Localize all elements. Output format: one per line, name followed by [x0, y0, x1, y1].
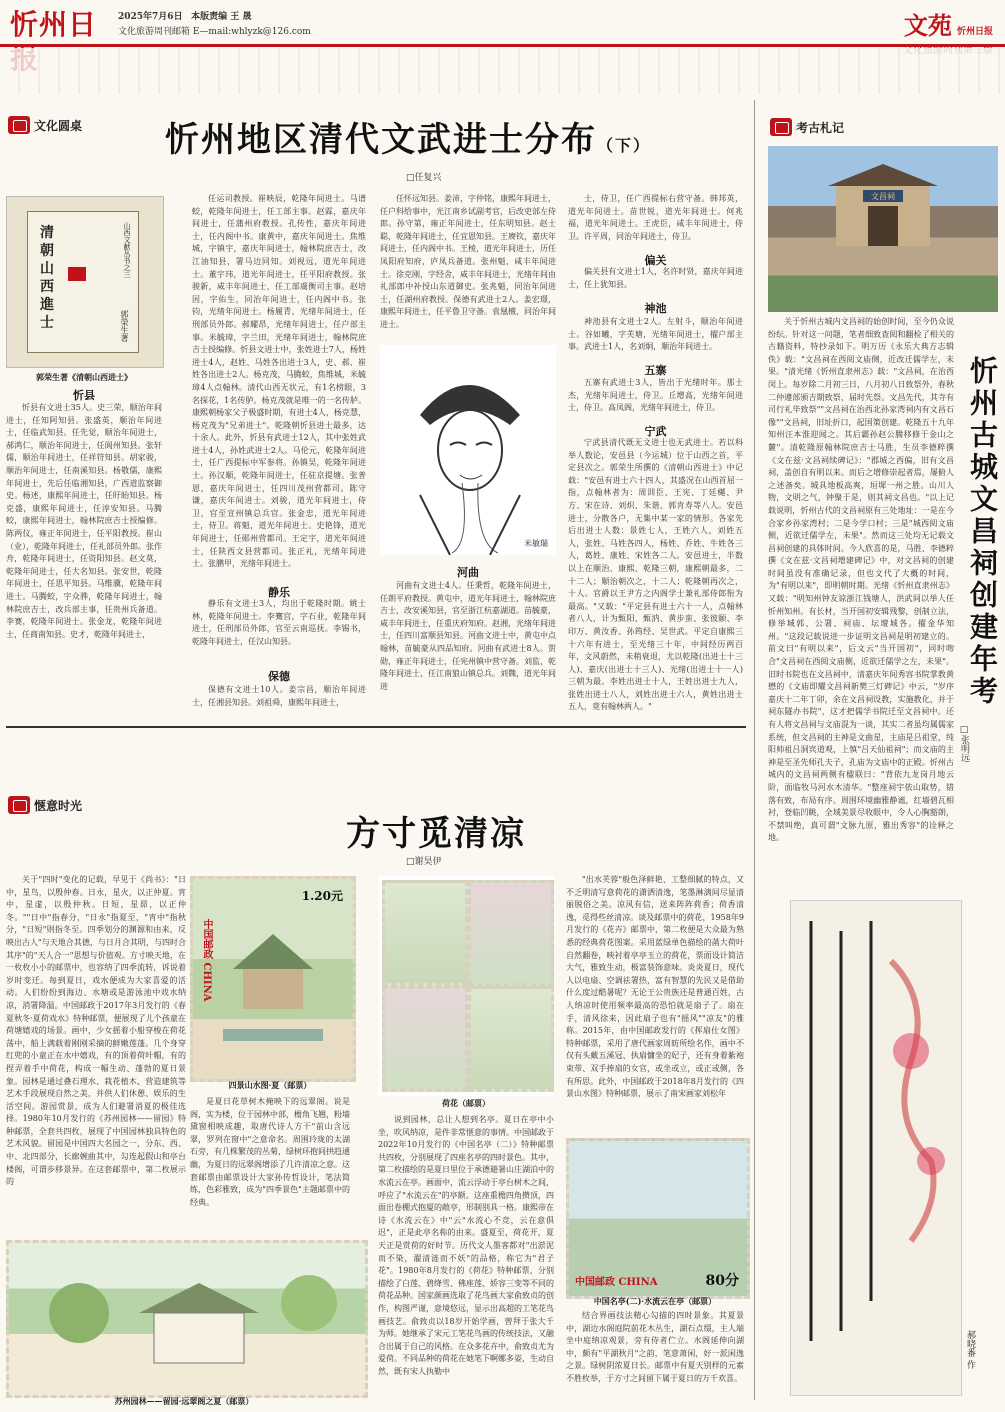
- article1-col1: [6, 402, 162, 714]
- masthead-info: [118, 10, 311, 40]
- map-highlight: [68, 267, 86, 281]
- article1-col1-text: 忻县有文进士35人。史三荣，顺治年间进士，任知阿知县。张盛英，顺治年间进士，任临武知县。任先觉，顺治年间进士，郝鸿仁，顺治年间进士，任阆州知县。张轩儒，顺治年间进士，任祥符知县。胡家骏，顺治年间进士，任南溪知县。杨敬儒，康熙年间进士，先后任临湘知县，广西道监察御史。杨述，康熙年间进士，任盱眙知县。杨克盛，康熙年间进士，任淳安知县。马腾蛟，康熙年间进士，翰林院庶吉士授编修。陈两仪，雍正年间进士，任平阳教授。崔山（业），乾隆年间进士，任礼部员外郎。张作舟，乾隆年间进士，任资阳知县。赵文莫，乾隆年间进士，任大名知县。张安世，乾隆年间进士，任思平知县。马维骥，乾隆年间进士。马腾蛟，字众骅，乾隆年间进士，翰林院庶吉士，改兵部主事，任贵州兵备道。李赛，乾隆年间进士。张金龙，乾隆年间进士，任商南知县。史才，乾隆年间进士，: [6, 403, 162, 639]
- map-caption: 郭荣生著《清朝山西进士》: [36, 372, 132, 382]
- article1-title: [165, 112, 651, 161]
- stamp2-caption: 荷花（邮票）: [442, 1098, 490, 1108]
- lotus-stamps: [378, 876, 554, 1096]
- article1-col2-text: 任运司教授。崔映辰，乾隆年间进士。马谱蛟，乾隆年间进士，任工部主事。赵霖，嘉庆年间进士，任蒲州府教授。孔传性，嘉庆年间进士，任内阁中书。康黄中，嘉庆年间进士。焦维城，字镇宇，嘉庆年间进士，翰林院庶吉士，改江油知县，署马边同知。刘视远，道光年间进士。董宇玮，道光年间进士，任平阳府教授。张骏新，咸丰年间进士，任工部虞衡司主事。赵培因，字佑生，同治年间进士，任内阁中书。张钧，光绪年间进士。杨履青，光绪年间进士，任刑部员外郎。郝耀昂，光绪年间进士，任户部主事。米毓璋，字兰田，光绪年间进士，翰林院庶吉士授编修。忻县文进士中，张姓进士7人，杨姓进士4人，赵姓、马姓各出进士3人，史、郝、崔姓各出进士2人。杨克茂，马腾蛟，焦维城，米毓璋4人点翰林。清代山西无状元，有1名榜眼，3名探花，1名传胪。杨克茂就是唯一的一名传胪。康熙朝杨家父子极盛时期，有进士4人，杨克慧，杨克茂为"兄弟进士"。乾隆朝忻县进士最多，达十余人。此外，忻县有武进士12人，其中张姓武进士4人，孙姓武进士2人。马伦元，乾隆年间进士，任广西提标中军参将。孙镇吴，乾隆年间进士。孙汉顺，乾隆年间进士，任驻京提塘。张普恩，嘉庆年间进士，任四川茂州营都司。陈守谦，嘉庆年间进士。刘骏，道光年间进士，侍卫，官至宣州镇总兵官。张金忠，道光年间进士，侍卫。蒋魁，道光年间进士。史艳锋，道光年间进士，任郧州营都司。王定宇，道光年间进士，任陕西文县营都司。张正礼，光绪年间进士。张鹏甲，光绪年间进士。: [192, 194, 366, 569]
- article2-col3: [378, 1114, 554, 1412]
- subhead-baode: 保德: [268, 670, 290, 683]
- stamp4-caption: 苏州园林——留园·远翠阁之夏（邮票）: [114, 1396, 254, 1406]
- decorative-pattern: [0, 48, 1005, 94]
- article3-byline: □张明远: [959, 725, 969, 762]
- portrait-drawing: [380, 345, 556, 555]
- map-sheet: [27, 211, 139, 353]
- article2-col4-bottom: [566, 1310, 744, 1412]
- portrait-name: 米敏瑞: [524, 539, 548, 548]
- subhead-pianguan: 偏关: [644, 254, 667, 267]
- section-tag-archaeology: [770, 118, 844, 136]
- section-tag-label: 惬意时光: [34, 798, 83, 813]
- article2-col3-text: 说到园林，总让人想到名亭。夏日在亭中小坐，吹风纳凉，是件非常惬意的事情。中国邮政于2022年10月发行的《中国名亭（二）》特种邮票共四枚，分别展现了四座名亭的四时景色。其中，第二枚描绘的是夏日里位于承德避暑山庄湖泊中的水流云在亭。画面中，流云浮动于亭台树木之间，呼应了"水流云在"的亭额。这座重檐四角攒顶，四面出卷棚式抱厦的敞亭，形制别具一格。康熙帝在诗《水流云在》中"云"水流心不竞，云在意俱迟"，正是此亭名称的由来。盛夏至，荷花开，夏天正是赏荷的好时节。历代文人墨客都对"出淤泥而不染，濯清涟而不妖"的品格，称它为"君子花"。1980年8月发行的《荷花》特种邮票，分别描绘了白莲、碧绛雪、佛座莲、娇容三变等不同的荷花品种。国家颜画选取了花鸟画大家俞致贞的创作，构图严谨，意境悠远，显示出高超的工笔花鸟画技艺。俞致贞以18岁开始学画，曾拜于张大千为师。她继承了宋元工笔花鸟画的传统技法，又融合出属于自己的风格。在众多花卉中，俞致贞尤为爱荷。不同品种的荷花在她笔下啊娜多姿，生动自然，既有宋人执勒中: [378, 1115, 554, 1376]
- article3-col: [768, 316, 954, 890]
- section-tag-label: 文化圆桌: [34, 118, 83, 133]
- article1-pianguan: [568, 266, 743, 292]
- article1-shenchi: [568, 316, 743, 356]
- article1-ningwu: [568, 437, 743, 714]
- lotus-stamp-1: [382, 880, 468, 986]
- stamp-landscape-summer: [190, 876, 356, 1082]
- article1-col3-text: 任怀远知县。姜沛，字仲铭，康熙年间进士，任户科给事中，光江南乡试副考官，后改吏部左侍郎。孙守第，雍正年间进士，任东明知县。赵士聪，乾隆年间进士，任宜恩知县。王赓钦，嘉庆年间进士，任内阁中书。王棱，道光年间进士，历任凤阳府知府，庐凤兵备道。张州魁，咸丰年间进士。徐克刚，字经舍，咸丰年间进士，光绪年间由礼部郎中补授山东道御史。张兆魁，同治年间进士，任湖州府教授。保德有武进士2人。姜宏璟，康熙年间进士，任平鲁卫守备。袁凰檀，同治年间进士。: [380, 194, 556, 329]
- portrait-image: [380, 345, 556, 555]
- stamp3-caption: 中国名亭(二)·水流云在亭（邮票）: [593, 1296, 717, 1306]
- subhead-shenchi: 神池: [644, 302, 667, 315]
- article2-col1: [6, 874, 186, 1274]
- subhead-hequ: 河曲: [457, 566, 479, 579]
- article1-col3: [380, 193, 556, 357]
- stamp1-caption: 四景山水图·夏（邮票）: [228, 1080, 312, 1090]
- calligraphy-artwork: [790, 900, 962, 1396]
- garden-illustration: [9, 1243, 365, 1395]
- section-logo: 忻州日报: [956, 27, 993, 37]
- article1-col2c: [192, 684, 366, 714]
- article1-col4-text: 士，侍卫，任广西提标右营守备。韩邦英，道光年间进士。苗世锐，道光年间进士。何兆福，道光年间进士。王虎臣，咸丰年间进士，侍卫。许平周，同治年间进士，侍卫。: [568, 194, 743, 241]
- article1-shenchi-text: 神池县有文进士2人。左射斗，顺治年间进士。谷如曦，字芙塘，光绪年间进士，擢户部主事。武进士1人，名刘炯，顺治年间进士。: [568, 317, 743, 352]
- lotus-stamp-2: [468, 880, 554, 986]
- column-divider: [754, 100, 755, 1400]
- article1-col4: [568, 193, 743, 245]
- map-title: 清朝山西進士: [40, 225, 54, 331]
- section-tag-label: 考古札记: [796, 120, 845, 135]
- seal-icon: [770, 118, 792, 136]
- article1-wuzhai-text: 五寨有武进士3人，皆出于光绪时年。那士杰，光绪年间进士，侍卫。丘增高，光绪年间进士，侍卫。高凤阁，光绪年间进士，侍卫。: [568, 378, 743, 413]
- issue-date: 2025年7月6日: [118, 12, 183, 22]
- article1-col2b: [192, 598, 366, 662]
- map-author: 郭榮生著: [120, 310, 129, 342]
- article2-col1-text: 关于"四时"变化的记载，早见于《尚书》："日中，星鸟，以殷仲春。日永，星火，以正仲夏。宵中，星虚，以殷仲秋。日短，星昴，以正仲冬。""日中"指春分，"日永"指夏至，"宵中"指秋分，"日短"则指冬至。四季划分的渊源和由来，反映出古人"与天地合其德，与日月合其明，与四时合其序"的"天人合一"思想与价值观。方寸映天地，在一枚枚小小的邮票中，也容纳了四季流转，诉说着岁时变迁。每到夏日，戏水便成为大家喜爱的活动。人们纷纷到海边、水塘或是游泳池中戏水纳凉，消署降温。中国邮政于2017年3月发行的《春夏秋冬·夏荷戏水》特种邮票，便展现了儿个孩童在荷塘嬉戏的场景。画中，少女摇着小船穿梭在荷花荡中，船上满载着刚刚采摘的鲜嫩莲蓬。几个身穿红兜的小童正在水中嬉戏，有的顶着荷叶帽，有的捏弄着手中荷花，构成一幅生动、蓬勃的夏日景象。园林是通过叠石理水、栽花植木、营造建筑等艺术手段展现自然之美，并供人们休憩、娱乐的生活空间。游园赏景，成为人们避署消夏的极佳选择。1980年10月发行的《苏州园林——留园》特种邮票，全套共四枚，展现了中国园林独具特色的艺术风貌。留园是中国四大名园之一，分东、西、中、北四部分，长廊婉曲其中，勾连起假山和亭台楼阁，可谓步移景异。在这套邮票中，第二枚展示的: [6, 875, 186, 1187]
- section-tag-culture: [8, 116, 82, 134]
- subhead-xinxian: 忻县: [73, 389, 95, 402]
- masthead-rule: [0, 44, 1005, 47]
- stamp-pavilion-clouds: [566, 1138, 750, 1299]
- page-editor: 本版责编 王 晟: [191, 12, 252, 22]
- newspaper-logo: 忻州日: [10, 8, 98, 41]
- stamp-issuer: 中国邮政 CHINA: [201, 919, 212, 1002]
- article1-col2: [192, 193, 366, 576]
- article2-title: 方寸觅清凉: [346, 814, 526, 854]
- calligraphy-credit: 郝晓番 作: [965, 1330, 975, 1369]
- calligraphy-drawing: [791, 901, 961, 1395]
- contact-email: 文化旅游周刊邮箱 E—mail:whlyzk@126.com: [118, 27, 311, 37]
- article2-col2-text: 是夏日花草树木掩映下的远翠阁。说是阁，实为楼，位于园林中部，檐角飞翘，粉墙黛窗相映成趣，取唐代诗人方干"前山含远翠，罗列在窗中"之意命名。周围玲珑的太湖石旁，有几株繁茂的丛菊，绿树环抱间拱趋通幽，为夏日的远翠阁增添了几许清凉之意。这套邮票由邮票设计大家孙传哲设计，笔法简练，色彩雅致，成为"四季景色"主题邮票中的经典。: [190, 1097, 350, 1207]
- subhead-ningwu: 宁武: [644, 425, 667, 438]
- temple-photo: [768, 146, 998, 312]
- article1-col3b: [380, 580, 556, 714]
- section-tag-leisure: [8, 796, 82, 814]
- article1-title-suffix: （下）: [597, 136, 652, 155]
- stamp-denomination: 1.20元: [301, 889, 343, 903]
- article2-byline: □谢昊伊: [406, 857, 442, 867]
- article3-title: 忻州古城文昌祠创建年考: [966, 356, 999, 708]
- article2-col4: [566, 874, 744, 1132]
- article1-ningwu-text: 宁武县清代既无文进士也无武进士。若以科举人数论，安邑县（今运城）位于山西之首，平定县次之。郭荣生所撰的《清朝山西进士》中记载："安邑有进士六十四人，其盛况在山西首屈一指，点翰林者为：周训臣、王宪、丁廷樾、尹方、宋在诗、刘炽、朱谐、郭肯寿等八人。安邑进士，分散各户，无集中某一家的情形。各家先后出进士人数：景姓七人，王姓六人，刘姓五人，张姓、马姓各四人，杨姓、乔姓、牛姓各三人，葛姓、康姓、宋姓各二人。安邑进士，半数以上在顺治、康熙、乾隆三朝，康熙朝最多，二十二人；顺治朝次之，十二人；乾隆朝再次之，十人。官爵以王尹方之内阁学士兼礼部侍郎衔为最高。"又载："平定县有进士六十一人，点翰林者八人，计为甄阳、甄汭、黄步蛮、张彼颐、李印万、黄汝香、孙筠经、吴世武。平定自康熙三十六年有进士，至光绪三十年，中间经历两百年，文风蔚然，未稍衰退，尤以乾隆(出进士十三人)、嘉庆(出进士十三人)、光绪(出进士十一人)三朝为最。李姓出进士十人，王姓出进士九人，张姓出进士八人，刘姓出进士六人，黄姓出进士五人，竟有翰林两人。": [568, 438, 743, 712]
- subhead-jingle: 静乐: [268, 586, 290, 599]
- lotus-stamp-3: [382, 986, 468, 1092]
- gate-plaque: 文昌祠: [871, 192, 895, 201]
- article1-col2c-text: 保德有文进士10人。姜宗昌，顺治年间进士，任湘县知县。刘祖舜，康熙年间进士，: [192, 685, 366, 707]
- article2-col4-text: "出水芙蓉"般色泽鲜艳、工整细腻的特点，又不乏明清写意荷花的潇洒清逸，笔墨淋漓间尽显清丽脱俗之美。凉风有信，送来阵阵荷香；荷香清逸，觅得些丝清凉。谈及邮票中的荷花，1958年9月发行的《花卉》邮票中，第二枚便是大众最为熟悉的经典荷花图案。采用蓝绿单色描绘的菡大荷叶自然翻卷，映衬着亭亭玉立的荷花，票面设计简洁大气，雅致生动，极富装饰意味。炎炎夏日，现代人以电扇、空调祛署热，富有智慧的先民又是借助什么度过酷暑呢？无论王公贵族还是普通百姓，古人纳凉时使用频率最高的恐怕就是扇子了。扇在手，清风徐来，因此扇子也有"摇风""凉友"的雅称。2015年，由中国邮政发行的《挥扇仕女图》特种邮票，采用了唐代画家周昉所绘名作，画中不仅有头戴五溪冠、执扇慵坐的妃子，还有身着紫袍束带、双手捧扇的女官，或坐或立，或正或侧，各有所思。此外，中国邮政于2018年8月发行的《四景山水图》特种邮票，展示了南宋画家刘松年: [566, 875, 744, 1099]
- article1-pianguan-text: 偏关县有文进士1人，名许时贤，嘉庆年间进士，任上犹知县。: [568, 267, 743, 289]
- seal-icon: [8, 116, 30, 134]
- article2-col2: [190, 1096, 350, 1236]
- article1-col3b-text: 河曲有文进士4人。任秉哲，乾隆年间进士，任朗平府教授。黄屯中，道光年间进士，翰林院庶吉士，改安溪知县，官至浙江杭嘉湖道。苗毓豪，咸丰年间进士，任重庆府知府。赵湘，光绪年间进士，任四川富顺县知县。河曲文进士中，黄屯中点翰林，苗毓豪从四品知府。河曲有武进士8人。贺勋，雍正年间进士，任宪州镇中营守备。刘监，乾隆年间进士，任江南狼山镇总兵。刘魏，道光年间进: [380, 581, 556, 691]
- section-name: 文苑: [903, 11, 952, 40]
- article2-col4-bottom-text: 结合界画技法精心勾描的四时景象。其夏景中，湖边水阁庭院前花木丛生，湖石点缀，主人端坐中庭纳凉观景，旁有侍者伫立。水阁延伸向湖中，颇有"平湖秋月"之韵，笔意萧闲，好一派闲逸之景。绿树阴浓夏日长。邮票中有夏天别样的元素不胜枚举，于方寸之间留下属于夏日的万千欢喜。: [566, 1311, 744, 1383]
- lotus-stamp-4: [468, 986, 554, 1092]
- map-side-text: 山西文献丛书之三: [123, 222, 131, 278]
- article1-wuzhai: [568, 377, 743, 417]
- subhead-wuzhai: 五寨: [644, 364, 667, 377]
- stamp-suzhou-garden: [6, 1240, 368, 1398]
- article1-byline: □任复兴: [406, 173, 442, 183]
- article1-title-text: 忻州地区清代文武进士分布: [165, 120, 597, 160]
- article1-col2b-text: 静乐有文进士3人，均出于乾隆时期。姚士林，乾隆年间进士。李騫宫，字石业，乾隆年间进士，任刑部员外郎，官至云南巡抚。李锡书，乾隆年间进士，任汉山知县。: [192, 599, 366, 646]
- pavilion-illustration: [193, 879, 353, 1079]
- map-image: [6, 196, 164, 368]
- temple-gate-drawing: [768, 146, 998, 312]
- section-divider: [6, 726, 746, 728]
- stamp-issuer: 中国邮政 CHINA: [575, 1277, 658, 1288]
- article3-col-text: 关于忻州古城内文昌祠的始创时间，至今仍众说纷纭。针对这一问题，笔者细致查阅和翻检了相关的古籍资料，特抄录如下。明万历《永乐大典方志辑佚》载："文昌祠在西阅文庙侧，近改迁儒学左，未果。"清光绪《忻州直隶州志》载："文昌祠，在治西闵上。每岁除二月初三日，八月初八日致祭外，春秋二仲遵部颁吉期致祭，届时先祭。文昌先代，其寺有司行礼毕致祭""文昌祠在治西北孙家湾祠内有文昌石像""文昌祠，旧址折口，起国策创建。乾隆五十九年知州汪本淮迎闻之。其后霸孙赵公腾移修于金山之麓"。清乾隆原翰林院庶吉士马胜，生员李德粹撰《文在兹·文昌祠续碑记》："郡城之西偏，旧有文昌祠，盖创自有明以来。而后之增修崇起者焉，屡俯人之述备矣。城具地板高爽，垣墀一州之胜。山川人物，文明之气，钟聚于是，则其祠文昌也。"以上记载说明，忻州古代的文昌祠原有三处地址：一是在今合家乡孙家湾村；二是今学口村；三是"城西阅文庙侧，近欲迁儒学左，未果"。然而这三处均无记载文昌祠创建的具体时间。今人欣喜的是，马胜、李德粹撰《文在兹·文昌祠增建碑记》中，对文昌祠的创建时间虽没有准确记录，但也文代了大概的时间，为"有明以来"，即明朝时期。光绪《忻州直隶州志》又载："明知州钟友谅浙江钱塘人，洪武间以举人任忻州知州。有长材，当开国初安辑残黎，创制立法，修举城郭、公署、祠庙、坛壇城各。擢金华知州。"这段记载说进一步证明文昌祠是明初建立的。前文曰"有明以来"，后文云"当开国初"，同时吻合"文昌祠在西阅文庙侧，近欲迁儒学之左，未果"。旧时书院也在文昌祠中，清嘉庆年间秀容书院掌教黄懋的《文庙即耀文昌祠新樊三灯碑记》中云，"岁序嘉庆十二年丁卯，余在文昌祠设教，实施教化，并于祠东隧办书院"，这才把儒学书院迁至文昌祠中。还有人将文昌祠与文庙混为一谈，其实二者虽均属儒家系统，但文昌祠的主神是文曲星，主庙是吕祖堂，纯阳帅祖吕洞宾道观，上慎"吕天仙祖祠"；而文庙的主神是至圣先师孔夫子，孔庙为文庙中的正殿。忻州古城内的文昌祠两侧有楹联曰："背依九龙岗月地云阶，面临牧马河水木清华。"整座祠宇依山取势，错落有致，布局有序。周围环境幽雅静谧，红墙碧瓦相衬，登临凹眺，全域美景尽收眼中，令人心胸豁朗，不禁叫绝，真可谓"文脉九原，雅出秀容"的诠释之地。: [768, 317, 954, 843]
- seal-icon: [8, 796, 30, 814]
- stamp-denomination: 80分: [705, 1273, 739, 1289]
